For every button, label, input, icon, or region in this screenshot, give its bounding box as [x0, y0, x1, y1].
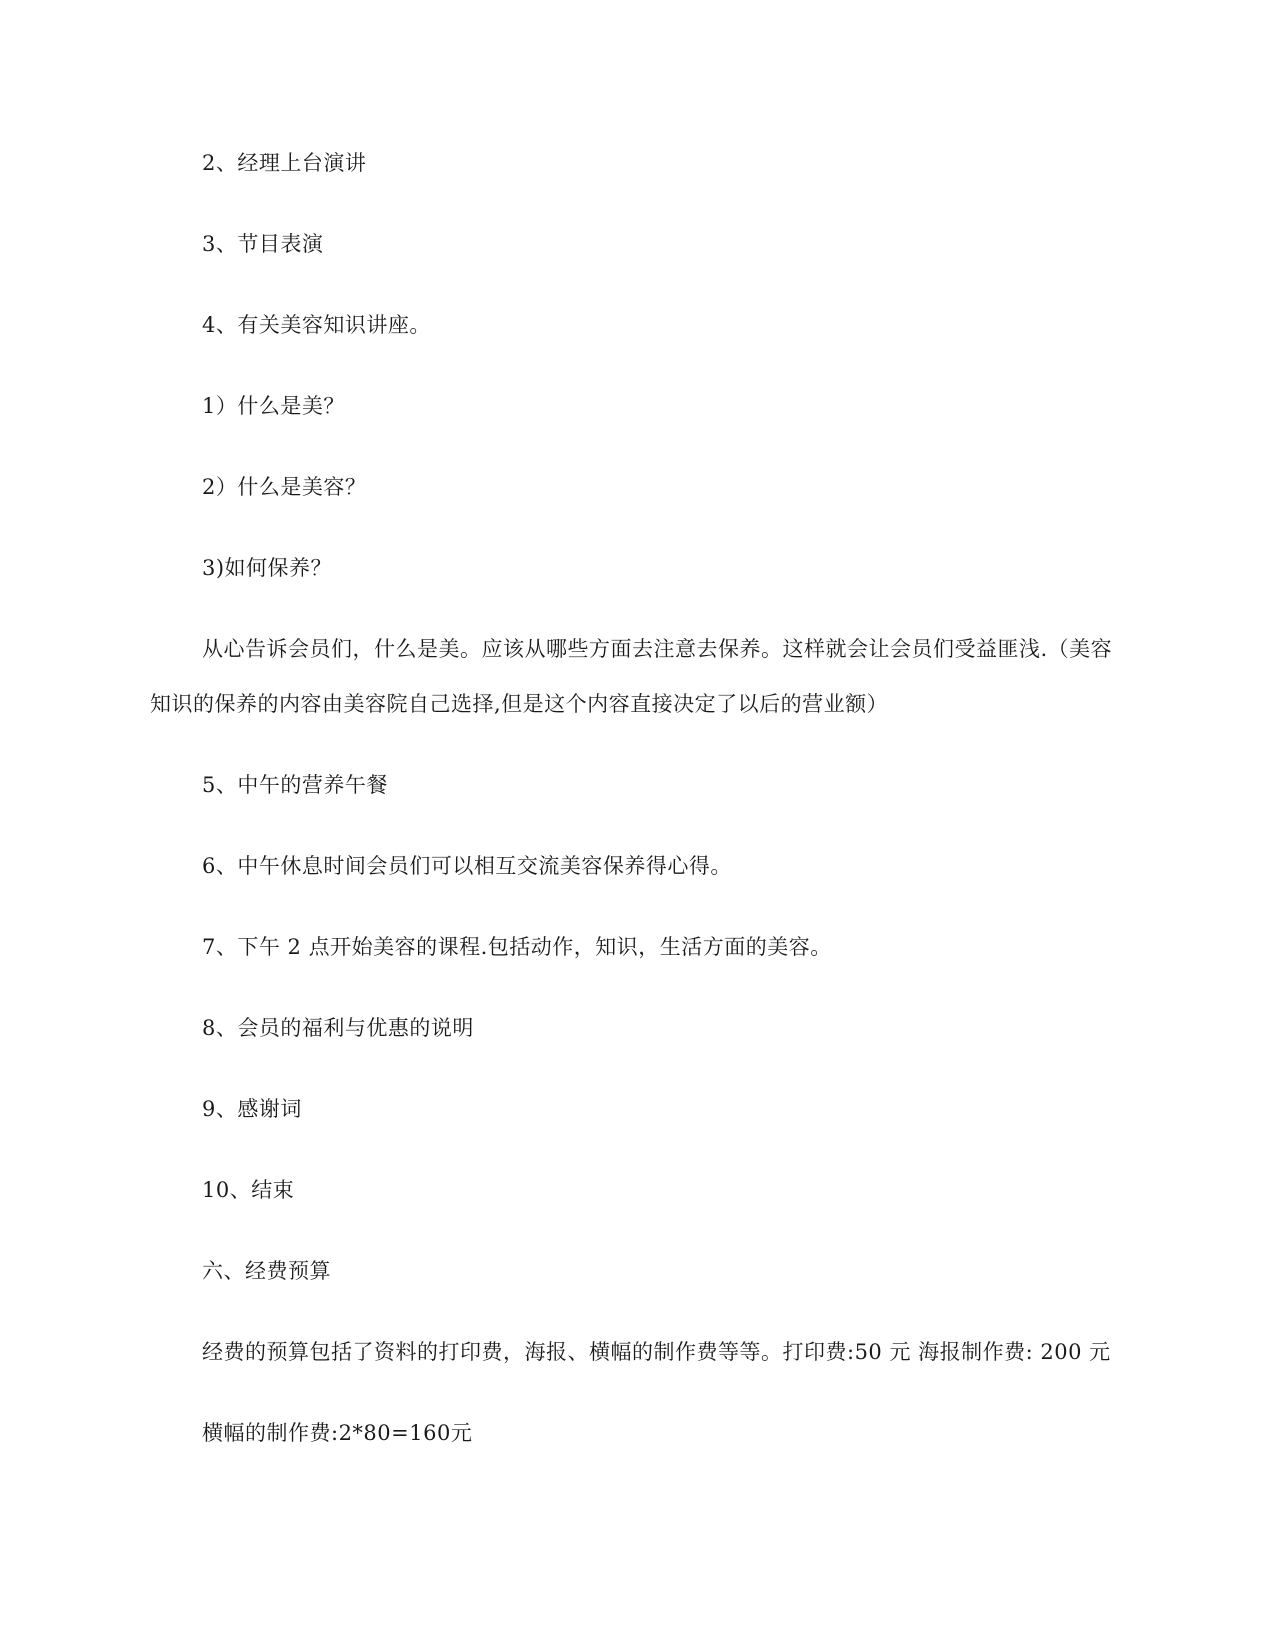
agenda-item-9: 9、感谢词 [202, 1097, 302, 1121]
agenda-item-7: 7、下午 2 点开始美容的课程.包括动作，知识，生活方面的美容。 [202, 935, 832, 959]
paragraph-line-1: 从心告诉会员们，什么是美。应该从哪些方面去注意去保养。这样就会让会员们受益匪浅.（美容 [202, 637, 1113, 661]
agenda-item-4: 4、有关美容知识讲座。 [202, 313, 431, 337]
agenda-item-6: 6、中午休息时间会员们可以相互交流美容保养得心得。 [202, 854, 732, 878]
paragraph-line-2: 知识的保养的内容由美容院自己选择,但是这个内容直接决定了以后的营业额） [150, 692, 889, 716]
budget-line-2: 横幅的制作费:2*80=160元 [202, 1421, 473, 1445]
sub-item-1: 1）什么是美？ [202, 394, 345, 418]
agenda-item-2: 2、经理上台演讲 [202, 151, 367, 175]
budget-line-1: 经费的预算包括了资料的打印费，海报、横幅的制作费等等。打印费:50 元 海报制作费: 200 元 [202, 1340, 1111, 1364]
sub-item-2: 2）什么是美容？ [202, 475, 367, 499]
sub-item-3: 3)如何保养？ [202, 556, 333, 580]
agenda-item-8: 8、会员的福利与优惠的说明 [202, 1016, 474, 1040]
agenda-item-5: 5、中午的营养午餐 [202, 773, 388, 797]
section-heading-budget: 六、经费预算 [202, 1259, 331, 1283]
agenda-item-10: 10、结束 [202, 1178, 295, 1202]
agenda-item-3: 3、节目表演 [202, 232, 324, 256]
